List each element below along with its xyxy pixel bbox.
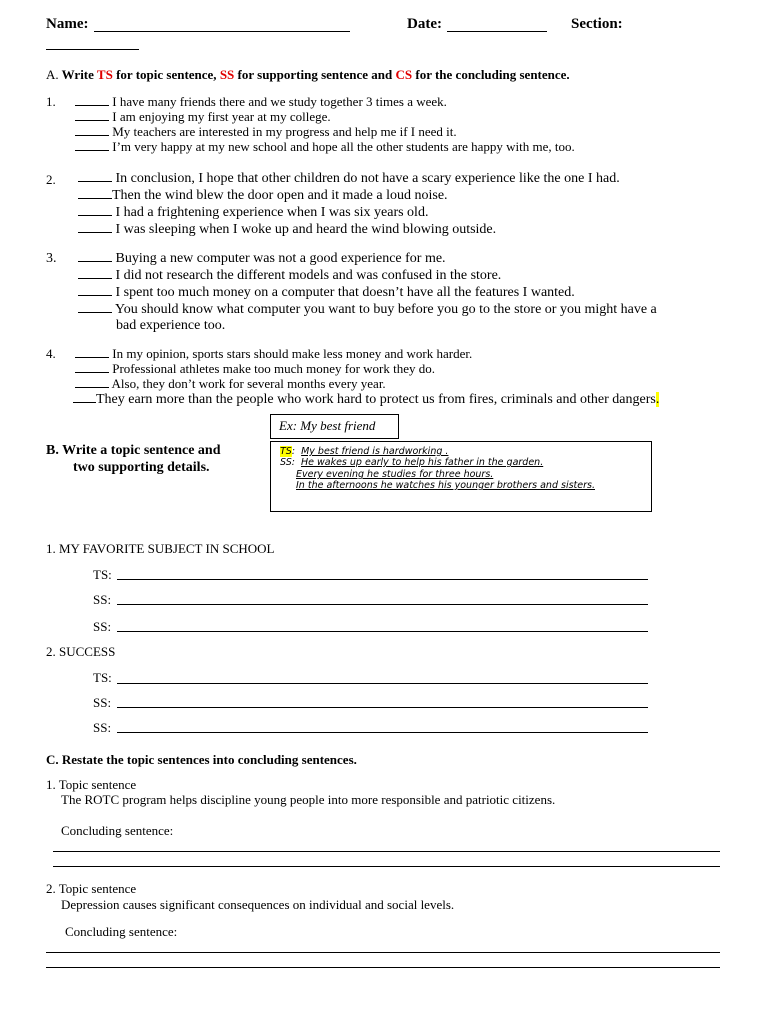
section-field[interactable] bbox=[46, 49, 139, 50]
sentence-text: I spent too much money on a computer that doesn’t have all the features I wanted. bbox=[115, 285, 575, 300]
answer-blank[interactable] bbox=[75, 372, 109, 373]
highlighted-period: . bbox=[655, 392, 660, 407]
prompt-2-title: 2. SUCCESS bbox=[46, 644, 116, 659]
part-a-letter: A. bbox=[46, 67, 59, 82]
group-2-number: 2. bbox=[46, 172, 56, 187]
list-item bbox=[75, 124, 457, 140]
example-ss-2: Every evening he studies for three hours. bbox=[296, 469, 494, 480]
list-item bbox=[75, 109, 331, 125]
answer-line[interactable] bbox=[117, 604, 648, 605]
topic-2-sentence: Depression causes significant consequences on individual and social levels. bbox=[61, 897, 455, 912]
sentence-text: I had a frightening experience when I was six years old. bbox=[115, 205, 429, 220]
date-field[interactable] bbox=[447, 31, 547, 32]
answer-blank[interactable] bbox=[78, 312, 112, 313]
instr-text-4: for the concluding sentence. bbox=[412, 67, 570, 82]
list-item bbox=[78, 222, 496, 238]
date-label: Date: bbox=[407, 16, 442, 32]
group-1-number: 1. bbox=[46, 94, 56, 109]
topic-1-heading: 1. Topic sentence bbox=[46, 777, 137, 792]
concluding-2-line-2[interactable] bbox=[46, 967, 720, 968]
instr-ss: SS bbox=[219, 67, 235, 82]
answer-blank[interactable] bbox=[78, 295, 112, 296]
list-item bbox=[75, 139, 575, 155]
answer-blank[interactable] bbox=[75, 150, 109, 151]
prompt-1-title: 1. MY FAVORITE SUBJECT IN SCHOOL bbox=[46, 541, 275, 556]
sentence-text: I am enjoying my first year at my college. bbox=[112, 109, 331, 124]
list-item bbox=[75, 346, 472, 362]
sentence-text: In conclusion, I hope that other children do not have a scary experience like the one I had. bbox=[115, 171, 620, 186]
answer-line[interactable] bbox=[117, 683, 648, 684]
sentence-text: Also, they don’t work for several months every year. bbox=[111, 376, 386, 391]
part-b-title-1: B. Write a topic sentence and bbox=[46, 443, 221, 458]
name-label: Name: bbox=[46, 16, 89, 32]
list-item bbox=[73, 392, 659, 408]
concluding-1-line-2[interactable] bbox=[53, 866, 720, 867]
example-label-box bbox=[270, 414, 399, 439]
answer-blank[interactable] bbox=[78, 278, 112, 279]
group-4-number: 4. bbox=[46, 346, 56, 361]
answer-blank[interactable] bbox=[78, 181, 112, 182]
answer-blank[interactable] bbox=[75, 357, 109, 358]
answer-label-ss: SS: bbox=[93, 592, 112, 607]
group-3-number: 3. bbox=[46, 251, 57, 266]
example-ss-label: SS bbox=[280, 457, 292, 468]
answer-blank[interactable] bbox=[78, 232, 112, 233]
list-item bbox=[78, 171, 620, 187]
list-item bbox=[78, 285, 575, 301]
answer-label-ts: TS: bbox=[93, 670, 112, 685]
concluding-2-label: Concluding sentence: bbox=[65, 924, 178, 939]
instr-cs: CS bbox=[395, 67, 413, 82]
answer-blank[interactable] bbox=[78, 198, 112, 199]
concluding-2-line-1[interactable] bbox=[46, 952, 720, 953]
list-item bbox=[75, 94, 447, 110]
example-ts-label: TS bbox=[280, 446, 292, 457]
sentence-text: Buying a new computer was not a good experience for me. bbox=[115, 251, 446, 266]
instr-text-3: for supporting sentence and bbox=[234, 67, 396, 82]
sentence-text: My teachers are interested in my progress and help me if I need it. bbox=[112, 124, 457, 139]
answer-label-ss: SS: bbox=[93, 619, 112, 634]
sentence-text: I was sleeping when I woke up and heard the wind blowing outside. bbox=[115, 222, 497, 237]
sentence-text: You should know what computer you want to buy before you go to the store or you might have a bbox=[114, 302, 657, 317]
topic-1-sentence: The ROTC program helps discipline young people into more responsible and patriotic citizens. bbox=[61, 792, 556, 807]
answer-blank[interactable] bbox=[75, 105, 109, 106]
list-item bbox=[75, 361, 435, 377]
answer-blank[interactable] bbox=[73, 402, 96, 403]
list-item bbox=[75, 376, 386, 392]
answer-label-ts: TS: bbox=[93, 567, 112, 582]
answer-blank[interactable] bbox=[78, 215, 112, 216]
sentence-text: Then the wind blew the door open and it made a loud noise. bbox=[112, 188, 448, 203]
answer-blank[interactable] bbox=[75, 135, 109, 136]
sentence-text: I have many friends there and we study together 3 times a week. bbox=[112, 94, 447, 109]
example-ss-1: He wakes up early to help his father in the garden. bbox=[300, 457, 544, 468]
example-ss-3: In the afternoons he watches his younger brothers and sisters. bbox=[296, 480, 595, 491]
answer-line[interactable] bbox=[117, 631, 648, 632]
answer-label-ss: SS: bbox=[93, 720, 112, 735]
list-item bbox=[78, 302, 657, 318]
answer-label-ss: SS: bbox=[93, 695, 112, 710]
concluding-1-label: Concluding sentence: bbox=[61, 823, 174, 838]
answer-line[interactable] bbox=[117, 732, 648, 733]
instr-text-2: for topic sentence, bbox=[112, 67, 220, 82]
sentence-text: Professional athletes make too much money for work they do. bbox=[112, 361, 436, 376]
answer-blank[interactable] bbox=[75, 387, 109, 388]
example-ss-line: SS: He wakes up early to help his father in the garden. bbox=[280, 457, 544, 468]
section-label: Section: bbox=[571, 16, 623, 32]
sentence-text: They earn more than the people who work hard to protect us from fires, criminals and other dangers bbox=[96, 392, 656, 407]
part-c-title: C. Restate the topic sentences into concluding sentences. bbox=[46, 752, 357, 767]
topic-2-heading: 2. Topic sentence bbox=[46, 881, 137, 896]
answer-blank[interactable] bbox=[78, 261, 112, 262]
answer-blank[interactable] bbox=[75, 120, 109, 121]
example-box bbox=[270, 441, 652, 512]
answer-line[interactable] bbox=[117, 579, 648, 580]
answer-line[interactable] bbox=[117, 707, 648, 708]
example-ts-text: My best friend is hardworking . bbox=[301, 446, 449, 457]
instr-text-1: Write bbox=[61, 67, 97, 82]
sentence-text: I’m very happy at my new school and hope all the other students are happy with me, too. bbox=[112, 139, 575, 154]
list-item bbox=[78, 251, 446, 267]
list-item bbox=[78, 188, 448, 204]
sentence-text: I did not research the different models and was confused in the store. bbox=[115, 268, 502, 283]
sentence-continuation: bad experience too. bbox=[116, 318, 226, 333]
part-b-title-2: two supporting details. bbox=[73, 460, 210, 475]
example-ts-line: TS: My best friend is hardworking . bbox=[280, 446, 449, 457]
example-label: Ex: My best friend bbox=[279, 418, 376, 433]
name-field[interactable] bbox=[94, 31, 350, 32]
list-item bbox=[78, 205, 428, 221]
concluding-1-line-1[interactable] bbox=[53, 851, 720, 852]
sentence-text: In my opinion, sports stars should make less money and work harder. bbox=[112, 346, 473, 361]
part-a-instructions bbox=[46, 67, 570, 83]
instr-ts: TS bbox=[96, 67, 113, 82]
list-item bbox=[78, 268, 501, 284]
